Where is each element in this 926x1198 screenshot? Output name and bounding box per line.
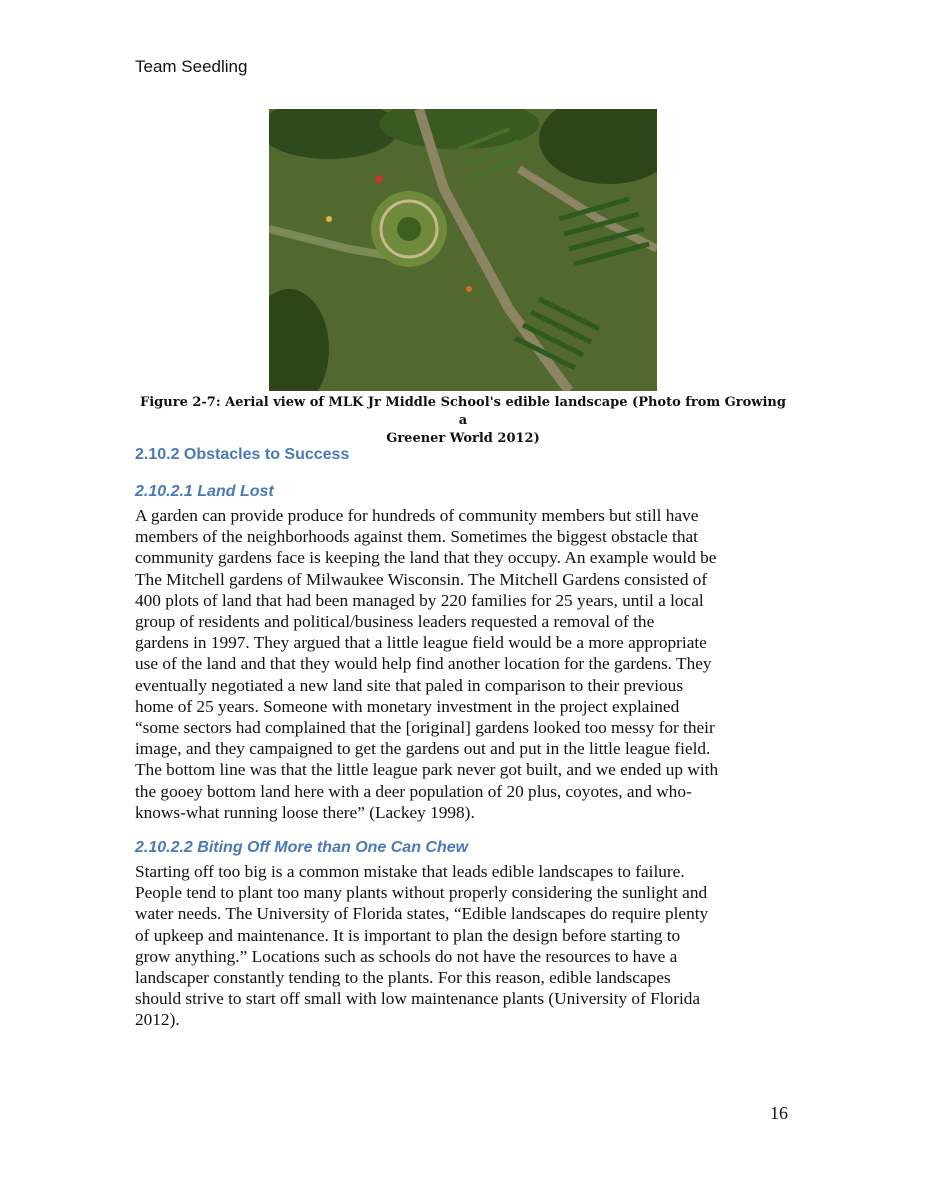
text-line: Starting off too big is a common mistake that leads edible landscapes to failure.: [135, 862, 685, 881]
section-heading: 2.10.2 Obstacles to Success: [135, 446, 350, 463]
paragraph-biting-off: [135, 861, 795, 1031]
text-line: landscaper constantly tending to the plants. For this reason, edible landscapes: [135, 968, 671, 988]
text-line: 400 plots of land that had been managed by 220 families for 25 years, until a local: [135, 590, 704, 610]
text-line: use of the land and that they would help find another location for the gardens. They: [135, 654, 712, 674]
garden-aerial-photo: [269, 109, 657, 391]
text-line: members of the neighborhoods against them. Sometimes the biggest obstacle that: [135, 527, 698, 547]
page-number: 16: [770, 1103, 788, 1123]
text-line: The Mitchell gardens of Milwaukee Wisconsin. The Mitchell Gardens consisted of: [135, 569, 708, 589]
subsection-heading-biting-off: 2.10.2.2 Biting Off More than One Can Chew: [135, 839, 469, 856]
caption-line: Greener World 2012): [386, 431, 540, 446]
text-line: community gardens face is keeping the land that they occupy. An example would be: [135, 548, 717, 568]
text-line: group of residents and political/business leaders requested a removal of the: [135, 612, 655, 632]
paragraph-land-lost: [135, 505, 795, 823]
text-line: image, and they campaigned to get the gardens out and put in the little league field.: [135, 739, 711, 759]
caption-line: Figure 2-7: Aerial view of MLK Jr Middle School's edible landscape (Photo from Growing a: [140, 395, 786, 428]
text-line: knows-what running loose there” (Lackey 1998).: [135, 802, 475, 822]
text-line: home of 25 years. Someone with monetary investment in the project explained: [135, 696, 680, 716]
text-line: water needs. The University of Florida states, “Edible landscapes do require plenty: [135, 904, 709, 924]
text-line: grow anything.” Locations such as schools do not have the resources to have a: [135, 946, 678, 966]
text-line: The bottom line was that the little league park never got built, and we ended up with: [135, 760, 719, 780]
text-line: eventually negotiated a new land site that paled in comparison to their previous: [135, 675, 684, 695]
text-line: People tend to plant too many plants without properly considering the sunlight and: [135, 883, 708, 903]
text-line: of upkeep and maintenance. It is important to plan the design before starting to: [135, 925, 681, 945]
text-line: 2012).: [135, 1010, 180, 1030]
text-line: A garden can provide produce for hundreds of community members but still have: [135, 506, 699, 525]
text-line: “some sectors had complained that the [original] gardens looked too messy for their: [135, 718, 715, 738]
running-header: Team Seedling: [135, 57, 248, 76]
subsection-heading-land-lost: 2.10.2.1 Land Lost: [135, 483, 274, 500]
figure-caption: [140, 394, 786, 448]
text-line: should strive to start off small with low maintenance plants (University of Florida: [135, 989, 701, 1009]
text-line: gardens in 1997. They argued that a little league field would be a more appropriate: [135, 633, 707, 653]
text-line: the gooey bottom land here with a deer population of 20 plus, coyotes, and who-: [135, 781, 692, 801]
